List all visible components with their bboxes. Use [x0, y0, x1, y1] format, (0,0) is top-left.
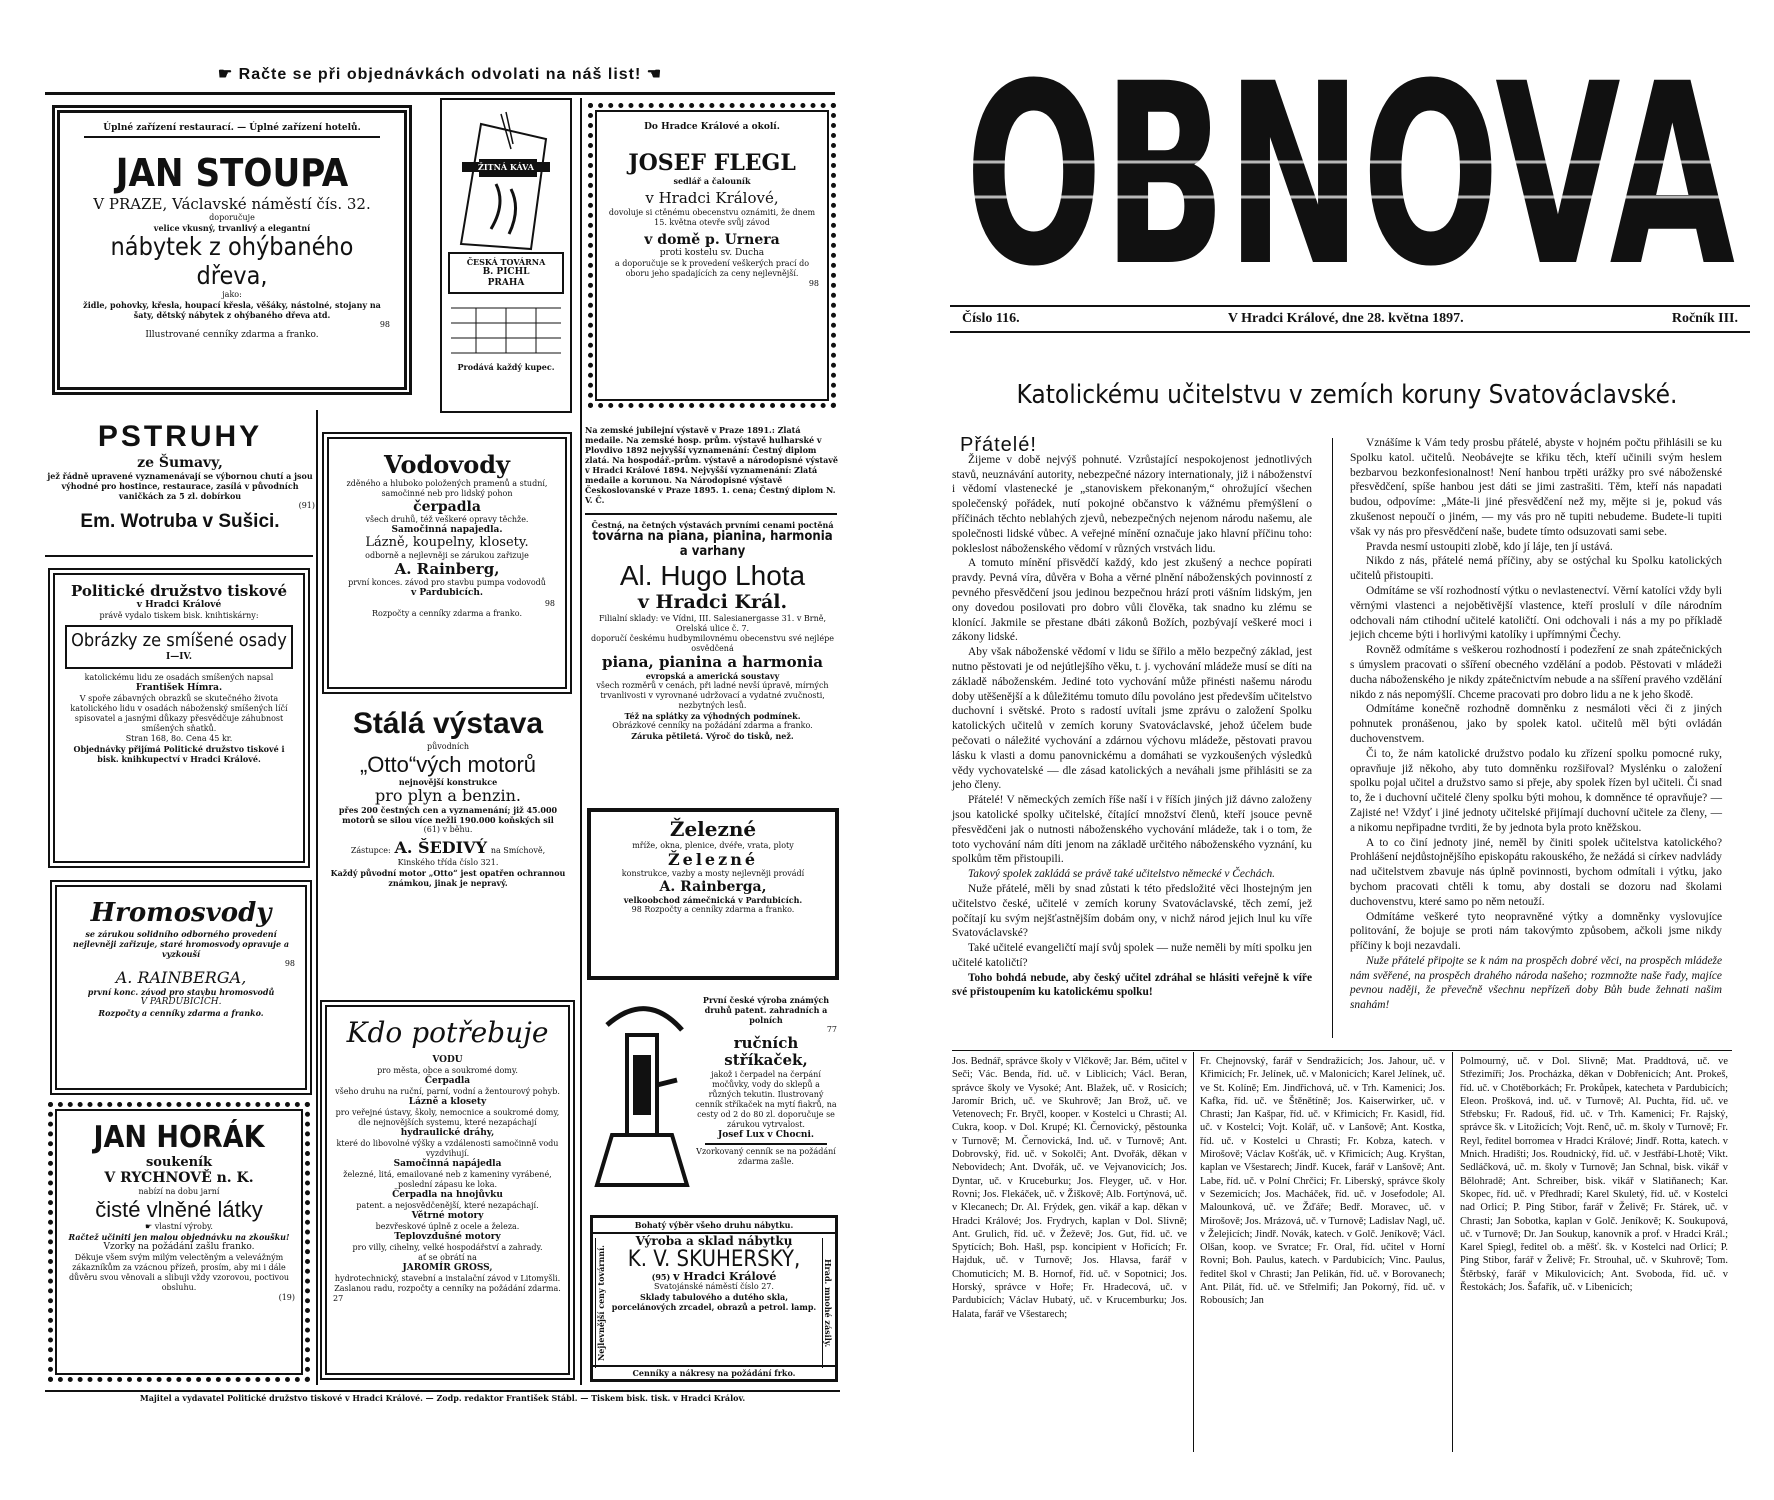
zelezne-items: mříže, okna, plenice, dvéře, vrata, ploty	[632, 841, 794, 850]
article-paragraph: Pravda nesmí ustoupiti zlobě, kdo jí láje, ten jí ustává.	[1366, 540, 1613, 553]
strikacky-footer: Vzorkovaný cenník se na požádání zdarma zašle.	[696, 1146, 836, 1166]
kdo-h5: Samočinná napájedla	[393, 1159, 502, 1170]
article-paragraph: A tomuto mínění přisvědčí každý, kdo jest zkušený a nechce popírati pravdy. Pevná víra, důvěra v Boha a věrné plnění náboženských povinností z pevného přesvědčení jsou jedinou bezpečnou hrází proti vášním lidským, jen ony dovedou posilovati pro dobro vůli člověka, tak snadno ku zlému se klonící. Jakmile se přestane dbáti zákonů Božích, pozbývají veškeré moci i zákony lidské.	[952, 557, 1312, 644]
hromosvody-text1: se zárukou solidního odborného provedení nejlevněji zařizuje, staré hromosvody opravuje a vyzkouší	[73, 928, 289, 959]
flegl-trade: sedlář a čalouník	[673, 176, 751, 187]
vystava-product2: pro plyn a benzin.	[375, 785, 521, 805]
salutation: Přátelé!	[960, 434, 1037, 456]
issue-number: Číslo 116.	[962, 311, 1020, 326]
zelezne-footer: Rozpočty a cenníky zdarma a franko.	[644, 905, 795, 915]
horak-trade: soukeník	[145, 1154, 213, 1170]
ad-druzstvo-tiskove	[48, 568, 310, 868]
lhota-text3: všech rozměrů v cenách, při ladné nevší úpravě, mírných trvanlivosti v vyrovnané udržovací a vydatné zvučnosti, nezbytných lesů.	[596, 681, 829, 711]
kdo-t10: Zaslanou radu, rozpočty a cenníky na požádání zdarma.	[334, 1284, 561, 1294]
horak-town: V RYCHNOVĚ n. K.	[104, 1170, 254, 1187]
kdo-t9: hydrotechnický, stavební a instalační závod v Litomyšli.	[334, 1274, 561, 1284]
flegl-text1: dovoluje si ctěnému obecenstvu oznámiti, že dnem 15. května otevře svůj závod	[608, 207, 816, 227]
stoupa-product: nábytek z ohýbaného dřeva,	[110, 231, 354, 290]
ad-number: (61)	[423, 825, 441, 835]
coffee-package-illustration	[451, 104, 561, 254]
hromosvody-footer: Rozpočty a cenníky zdarma a franko.	[98, 1008, 264, 1019]
zelezne-text2: velkoobchod zámečnická v Pardubicích.	[623, 895, 803, 906]
vodovody-footer: Rozpočty a cenníky zdarma a franko.	[372, 608, 522, 618]
ad-zitna-kava	[440, 98, 572, 413]
kava-title: ŽITNÁ KÁVA	[462, 162, 550, 172]
skuhersky-addr: Svatojánské náměstí číslo 27.	[654, 1282, 774, 1292]
vystava-sub: původních	[426, 741, 470, 751]
vystava-product: „Otto“vých motorů	[359, 751, 537, 777]
strikacky-firm: Josef Lux v Chocni.	[717, 1129, 815, 1140]
flegl-text2: a doporučuje se k provedení veškerých prací do oboru jeho spadajících za ceny nejlevnější.	[614, 258, 810, 278]
ad-number: 98	[808, 278, 819, 288]
skuhersky-header: Bohatý výběr všeho druhu nábytku.	[593, 1218, 835, 1234]
druzstvo-author: František Hímra.	[135, 682, 223, 693]
stoupa-line1: doporučuje	[209, 212, 255, 222]
vystava-firm: A. ŠEDIVÝ	[394, 838, 487, 858]
kdo-h7: Větrné motory	[411, 1211, 484, 1222]
divider	[705, 1143, 827, 1145]
kdo-title: Kdo potřebuje	[346, 1016, 549, 1049]
kdo-t1: pro města, obce a soukromé domy.	[377, 1066, 518, 1076]
ad-number: (91)	[298, 500, 315, 510]
flegl-name: JOSEF FLEGL	[628, 150, 796, 176]
skuhersky-name: K. V. SKUHERSKÝ,	[627, 1247, 801, 1272]
imprint-text: Majitel a vydavatel Politické družstvo tiskové v Hradci Králové. — Zodp. redaktor František Stábl. — Tiskem bisk. tisk. v Hradci Králov.	[139, 1393, 746, 1403]
flegl-town: v Hradci Králové,	[645, 189, 779, 208]
kdo-h9: ať se obrátí na	[418, 1253, 477, 1263]
druzstvo-text2: V spoře zábavných obrazků se skutečného života katolického lidu v osadách náboženský smíšených líčí spisovatel a jasnými důkazy přesvědčuje záhubnost smíšených sňatků.	[70, 693, 288, 733]
hromosvody-text2: první konc. závod pro stavbu hromosvodů	[87, 987, 275, 998]
ad-jan-horak	[48, 1102, 310, 1382]
signatures-column-2: Fr. Chejnovský, farář v Sendražicích; Jos. Jahour, uč. v Křimicích; Fr. Jelínek, uč. v Malonicích; Karel Jelínek, uč. ve St. Kolíně; Em. Jindřichová, uč. v Trh. Kamenici; Jos. Kafka, říd. uč. ve Štěnětíně; Jos. Kaiserwirker, uč. v Chrasti; Jan Kašpar, říd. uč. v Křimicích; Fr. Kasidl, říd. uč. v Kostelci; Vojt. Kolář, uč. v Lanšově; Ant. Kostka, říd. uč. v Kostelci u Chrasti; Fr. Kobza, katech. v Mirošově; Václav Košťák, uč. v Křimicích; Aug. Kryštan, kaplan ve Všestarech; Jindř. Kucek, farář v Lanšově; Ant. Labe, říd. uč. v Polní Chrčici; Fr. Liberský, správce školy v Sezemicích; Jos. Macháček, říd. uč. v Josefodole; Al. Malounková, uč. ve Žďáře; Bedř. Moravec, uč. v Mirošově; Jos. Mrázová, uč. v Turnově; Ladislav Nagl, uč. v Želejicích; Jindř. Novák, katech. v Golč. Jeníkově; Václ. Olšan, koop. ve Svratce; Fr. Oral, říd. učitel v Horní Rovni; Boh. Paulus, katech. v Pardubicích; Vinc. Paulus, ředitel škol v Chrasti; Jan Pelikán, říd. uč. v Borovanech; Ant. Pilát, říd. uč. ve Střelmifi; Jan Pokorný, říd. uč. v Robousích; Jan	[1200, 1056, 1446, 1307]
vystava-text1: nejnovější konstrukce	[398, 776, 498, 787]
stoupa-footer: Illustrované cenníky zdarma a franko.	[145, 330, 319, 341]
masthead	[960, 52, 1740, 292]
vodovody-text4: první konces. závod pro stavbu pumpa vodovodů	[348, 577, 546, 587]
ad-number: 77	[826, 1025, 837, 1034]
kdo-t8: pro villy, cihelny, velké hospodářství a zahrady.	[352, 1243, 543, 1253]
kdo-t5: železné, litá, emailované neb z kameniny vyrábené, poslední zápasu ke loka.	[343, 1170, 552, 1190]
stoupa-address: V PRAZE, Václavské náměstí čís. 32.	[93, 194, 371, 213]
vodovody-items: Lázně, koupelny, klosety.	[365, 534, 529, 550]
ad-number: 27	[333, 1294, 344, 1304]
lhota-name: Al. Hugo Lhota	[619, 559, 806, 591]
pichl-label	[448, 252, 564, 294]
lhota-text5: Obrázkové cenníky na požádání zdarma a franko.	[612, 721, 813, 731]
ad-medals	[585, 425, 840, 510]
pstruhy-text: jež řádně upravené vyznamenávají se výbornou chutí a jsou výhodné pro hostince, restaurace, zasílá v původních vaničkách za 5 zl. dobírkou	[47, 470, 313, 501]
vystava-text2: přes 200 čestných cen a vyznamenání; již 45.000 motorů se silou více nežli 190.000 koňských sil	[338, 805, 558, 826]
druzstvo-text3: Objednávky přijímá Politické družstvo tiskové i bisk. knihkupectví v Hradci Králové.	[73, 743, 285, 764]
horak-text2: vlastní výroby.	[154, 1221, 213, 1231]
kdo-t4: které do libovolné výšky a vzdálenosti samočinně vodu vyzdvihují.	[336, 1139, 559, 1159]
article-paragraph: Nuže přátelé připojte se k nám na prospěch dobré věci, na prospěch mládeže nám svěřené, na prospěch drahého národa našeho; rozmnožte naše řady, majíce pevnou naději, že převečně všechnu nepřízeň doby Bůh bude žehnati našim snahám!	[1350, 954, 1722, 1012]
lhota-header: továrna na piana, pianina, harmonia a varhany	[592, 529, 833, 559]
horak-text5: Děkuje všem svým milým velectěným a velevážným zákazníkům za vzácnou přízeň, prosím, aby mi i dále důvěru svou věnovali a slibuji vždy vzorovou, poctivou obsluhu.	[68, 1252, 290, 1292]
vystava-zastupce: Zástupce:	[350, 846, 391, 856]
book-title-box	[65, 625, 293, 669]
ad-number: (19)	[278, 1292, 295, 1302]
kdo-h2: Čerpadla	[424, 1076, 471, 1087]
ad-jan-stoupa	[52, 105, 412, 395]
skuhersky-side-right: Hrad. mnohé zásily.	[822, 1238, 833, 1368]
pointing-hand-icon: ☛	[145, 1221, 153, 1231]
divider	[84, 136, 380, 138]
zelezne-firm: A. Rainberga,	[659, 879, 767, 896]
horak-text1: nabízí na dobu jarní	[138, 1186, 220, 1196]
top-banner	[160, 66, 720, 88]
divider	[45, 555, 313, 557]
vodovody-town: v Pardubicích.	[410, 587, 484, 598]
skuhersky-town: v Hradci Králové	[673, 1270, 777, 1284]
issue-bar	[950, 305, 1750, 333]
article-column-right	[1350, 436, 1722, 1013]
horak-text3: Račtež učiniti jen malou objednávku na zkoušku!	[68, 1231, 290, 1242]
lhota-product: piana, pianina a harmonia	[601, 652, 823, 671]
pointing-hand-icon: ☛	[217, 66, 234, 83]
lhota-text2: doporučí českému hudbymilovnému obecenstvu své nejlépe osvědčená	[591, 633, 834, 653]
vystava-addr: Kinského třída číslo 321.	[397, 857, 499, 867]
column-rule	[1193, 1052, 1194, 1452]
skuhersky-text: Sklady tabulového a dutého skla, porcelánových zrcadel, obrazů a petrol. lamp.	[611, 1292, 817, 1313]
zelezne-title: Železné	[669, 817, 757, 841]
kava-factory2: B. PICHL	[482, 267, 530, 277]
lhota-town: v Hradci Král.	[637, 591, 788, 614]
article-paragraph: Aby však náboženské vědomí v lidu se šířilo a mělo bezpečný základ, jest nutno pěstovati je od nejútlejšího věku, t. j. vychování mládeže musí se díti na základě náboženském. Jediné toto vychování může přinésti našemu národu doby utěšenější a k důležitému tomuto dílu povoláno jest především učitelstvo duchovní i světské. Proto s radostí uvítali jsme zprávu o založení Spolku katolických učitelů v zemích koruny Svatováclavské, jehož účelem bude pečovati o náležité vychování a zdárnou výchovu mládeže, pěstovati pravou lásku k vlasti a domu panovnickému a domáhati se vyzkoušených výsledků vědy vychovatelské — dle zásad katolických a neváhali jsme přihlásiti se za jeho členy.	[952, 646, 1312, 792]
column-rule	[316, 410, 318, 1385]
kdo-h1: VODU	[432, 1055, 463, 1066]
kdo-firm: JAROMÍR GROSS,	[402, 1263, 493, 1274]
zelezne-text1: konstrukce, vazby a mosty nejlevněji provádí	[621, 869, 805, 879]
vystava-text3: v běhu.	[442, 825, 473, 835]
druzstvo-sub: právě vydalo tiskem bisk. knihtiskárny:	[99, 611, 259, 621]
druzstvo-title: Politické družstvo tiskové	[70, 582, 288, 600]
ad-hromosvody	[50, 880, 312, 1095]
ad-josef-flegl	[588, 103, 836, 408]
kava-factory3: PRAHA	[487, 278, 525, 288]
article-title: Katolickému učitelstvu v zemích koruny Svatováclavské.	[1016, 380, 1678, 410]
kdo-t7: bezvřeskové úplně z ocele a železa.	[375, 1222, 520, 1232]
kdo-h3: Lázně a klosety	[408, 1097, 487, 1108]
vodovody-title: Vodovody	[384, 450, 510, 479]
article-paragraph: Odmítáme se vší rozhodností výtku o nevlastenectví. Věrní katolíci vždy byli věrnými vlastenci a nejobětivější vlastence, kteří proslulí v díle národním odchovali nám ctihodní učitelé katoličtí. Oni odchovali i nás a my po příkladě jejich chceme býti i horlivými katolíky i upřímnými Čechy.	[1350, 584, 1722, 642]
vystava-place: na Smíchově,	[490, 846, 546, 856]
flegl-place2: proti kostelu sv. Ducha	[659, 247, 765, 258]
kdo-h8: Teplovzdušné motory	[394, 1232, 501, 1243]
skuhersky-side-left: Nejlevnější ceny továrnní.	[595, 1238, 606, 1368]
column-rule	[1452, 1052, 1453, 1452]
horak-product: čisté vlněné látky	[95, 1196, 263, 1222]
flegl-place: v domě p. Urnera	[644, 231, 780, 248]
ad-stala-vystava	[322, 705, 574, 1005]
signatures-column-3: Polmourný, uč. v Dol. Slivně; Mat. Praddtová, uč. ve Střezimíři; Jos. Procházka, děkan v Dobřenicích; Ant. Prokeš, říd. uč. v Chotěborkách; Fr. Prokůpek, katecheta v Pardubicích; Eleon. Prošková, ind. uč. v Turnově; Al. Puchta, říd. uč. ve Střebsku; Fr. Radouš, říd. uč. v Trh. Kamenici; Fr. Rajský, správce šk. v Litožicích; Vojt. Renč, uč. m. školy v Turnově; Fr. Reyl, ředitel borromea v Hradci Králové; Jindř. Rotta, katech. v Mnich. Hradišti; Jos. Roudnický, říd. uč. v Jestřábí-Lhotě; Vikt. Sedláčková, uč. m. školy v Turnově; Jan Schnal, bisk. vikář v Bělohradě; Ant. Schreiber, bisk. vikář v Slatiňanech; Kar. Skopec, říd. uč. v Předhradí; Karel Skuletý, říd. uč. v Kostelci nad Orlicí; P. Ping Stibor, farář v Želivě; Fr. Stárek, uč. v Chrasti; Jan Sobotka, kaplan v Golč. Jeníkově; K. Soukupová, uč. v Turnově; Dr. Jan Soukup, kanovník a prof. v Hradci Král.; Karel Spiegl, ředitel ob. a měšť. šk. v Kostelci nad Orlicí; P. Ping Stibor, farář v Želivě; Fr. Strouhal, uč. v Skuhrově; Tom. Štěrbský, farář v Mikulovicích; Ant. Svoboda, říd. uč. v Řestokách; Jos. Šafařík, uč. v Libenicích;	[1460, 1056, 1728, 1294]
ad-number: 98	[284, 958, 295, 968]
article-paragraph: Či to, že nám katolické družstvo podalo ku zřízení spolku pomocné ruky, opravňuje již někoho, aby tuto domněnku rozšiřoval? Myslénku o založení spolku pojal učitel a družstvo samo si přeje, aby spolek řízen byl učiteli. Či snad to, že i duchovní učitelé členy spolku býti mohou, k domněnce té opravňuje? — Zajisté ne! Vždyť i jiné jednoty učitelské přijímají duchovní učitele za členy, — a nikomu nepřipadne tvrditi, že by jednota byla proto kněžskou.	[1350, 747, 1722, 834]
vodovody-firm: A. Rainberg,	[394, 559, 500, 578]
kdo-h6: Čerpadla na hnojůvku	[392, 1190, 503, 1201]
lhota-sub: evropská a americká soustavy	[645, 671, 780, 682]
druzstvo-price: Stran 168, 8o. Cena 45 kr.	[125, 733, 233, 743]
article-paragraph: Nikdo z nás, přátelé nemá příčiny, aby se ostýchal ku Spolku katolických učitelů přistoupiti.	[1350, 555, 1722, 583]
ad-hugo-lhota	[585, 518, 840, 800]
signatures-rule	[952, 1050, 1732, 1051]
skuhersky-title: Výroba a sklad nábytku	[635, 1234, 793, 1248]
price-table-illustration	[446, 298, 566, 358]
issue-volume: Ročník III.	[1671, 311, 1738, 326]
vodovody-pumps: čerpadla	[413, 498, 481, 515]
stoupa-jako: jako:	[222, 290, 242, 300]
stoupa-items: židle, pohovky, křesla, houpací křesla, věšáky, nástolné, stojany na šaty, dětský nábytek z ohýbaného dřeva atd.	[83, 300, 381, 321]
divider	[585, 513, 837, 515]
lhota-text6: Záruka pětiletá. Výroč do tisků, než.	[631, 731, 794, 742]
druzstvo-text1: katolickému lidu ze osadách smíšených napsal	[84, 672, 274, 682]
kdo-t3: pro veřejné ústavy, školy, nemocnice a soukromé domy, dle nejnovějších systemu, které nezapáchají	[335, 1108, 560, 1128]
article-paragraph: Vznášíme k Vám tedy prosbu přátelé, abyste v hojném počtu přihlásili se ku Spolku katol. učitelů. Neobávejte se křiku těch, kteří učinili svým heslem bezbarvou bezkonfesionalnost! Není hanbou trpěti urážky pro své náboženské přesvědčení, spíše hanbou jest dáti se jimi zastrašiti. Těm, kteří nás napadati budou, odpovíme: „Máte-li jiné přesvědčení než my, mějte si je, pokud vás zkušenost nepoučí o jiném, — my vás pro ně tupiti nebudeme. Budete-li tupiti však vy nás pro přesvědčení naše, budete tímto odsuzovati sami sebe.	[1350, 437, 1722, 538]
ad-number: 98	[544, 598, 555, 608]
pstruhy-sub: ze Šumavy,	[137, 454, 223, 471]
newspaper-front-page	[920, 0, 1774, 1500]
kava-bottom: Prodává každý kupec.	[457, 362, 555, 372]
advertisement-page	[0, 0, 880, 1500]
ad-kdo-potrebuje	[320, 1000, 575, 1380]
column-rule	[1332, 438, 1333, 1038]
stoupa-name: JAN STOUPA	[115, 151, 349, 195]
kdo-t6: patent. a nejosvědčenější, které nezapáchají.	[356, 1201, 539, 1211]
ad-zelezne	[587, 808, 839, 980]
medals-text: Na zemské jubilejní výstavě v Praze 1891.: Zlatá medaile. Na zemské hosp. prům. výstavě hulharské v Plovdivo 1892 nejvyšší vyznamenání: Čestný diplom zlatá. Na hospodář.-prům. výstavě a národopisné výstavě v Hradci Králové 1894. Nejvyšší vyznamenání: Zlatá medaile a korunou. Na Národopisné výstavě Českoslovanské v Praze 1895. 1. cena; Čestný diplom N. V. Č.	[585, 425, 839, 505]
kdo-h4: hydraulické dráhy,	[400, 1128, 495, 1139]
strikacky-text1: První české výroba známých druhů patent. zahradních a polních	[702, 995, 830, 1025]
article-column-left	[952, 432, 1312, 1000]
vystava-text4: Každý původní motor „Otto“ jest opatřen ochrannou známkou, jinak je nepravý.	[330, 867, 566, 888]
imprint-footer	[45, 1393, 840, 1409]
pointing-hand-icon: ☚	[646, 66, 663, 83]
stoupa-header: Úplné zařízení restaurací. — Úplné zařízení hotelů.	[103, 123, 361, 133]
horak-text4: Vzorky na požádání zašlu franko.	[103, 1241, 255, 1252]
article-paragraph: Nuže přátelé, měli by snad zůstati k této předsložité věci lhostejným jen učitelstvo české, učitelé v zemích koruny Svatováclavské, těch zemí, jež počítají ku svým nejšťastnějším dobám ony, v nichž národ jejich lnul ku víře Svatováclavské?	[952, 882, 1312, 940]
druzstvo-town: v Hradci Králové	[136, 600, 222, 611]
ad-rucni-strikacky	[587, 995, 839, 1205]
strikacky-text2: jakož i čerpadel na čerpání močůvky, vody do sklepů a různých tekutin. Ilustrovaný cenník stříkaček na mytí fiakrů, na cesty od 2 do 80 zl. doporučuje se zárukou vytrvalost.	[695, 1069, 837, 1129]
article-paragraph: Také učitelé evangeličtí mají svůj spolek — nuže neměli by míti spolku jen učitelé katoličtí?	[952, 942, 1312, 969]
article-paragraph: Rovněž odmítáme s veškerou rozhodností i podezření ze snah zpátečnických s úmyslem pracovati o sšíření obecného vzdělání a podob. Pěstovati v mládeži ducha náboženského je nikdy zpátečnictvím nebude a na sšíření pravého vzdělání nikdo z nás nepomýšlí. Chceme pracovati pro dobro lidu a ne k jeho škodě.	[1350, 644, 1722, 701]
column-rule	[580, 98, 582, 1385]
vystava-title: Stálá výstava	[352, 707, 544, 740]
article-paragraph: Toho bohdá nebude, aby český učitel zdráhal se hlásiti veřejně k víře své přistoupením ku katolickému spolku!	[952, 971, 1312, 999]
article-paragraph: Přátelé! V německých zemích říše naší i v říších jiných již dávno založeny jsou katolické spolky učitelské, čítající množství členů, kteří jsouce pevně přesvědčeni jak o nutnosti náboženského vychování mládeže, tak i o tom, že toto vychování nám díti jenom na základě určitého náboženského vyznání, ku spolkům těm přistoupili.	[952, 794, 1312, 866]
lhota-lead: Čestná, na četných výstavách prvními cenami poctěná	[591, 520, 834, 530]
kava-factory1: ČESKÁ TOVÁRNA	[466, 257, 546, 267]
signatures-column-1: Jos. Bednář, správce školy v Vlčkově; Jar. Bém, učitel v Seči; Vác. Benda, říd. uč. v Liblicích; Václ. Beran, správce školy ve Vysoké; Ant. Blažek, uč. v Rosicích; Jaromír Brich, uč. ve Skuhrově; Jan Brož, uč. ve Vetenovech; Fr. Bryčl, kooper. v Kostelci u Chrasti; Al. Cukra, koop. v Dol. Krupé; Kl. Černovický, pěstounka v Turnově; M. Černovická, Ind. uč. v Turnově; Ant. Dobrovský, říd. uč. v Sokolči; Ant. Dvořák, děkan v Nebovidech; Ant. Dvořák, uč. ve Vejvanovicích; Jos. Dyntar, uč. v Kruceburku; Jos. Fleyger, uč. v Hor. Rovni; Jos. Flekáček, uč. v Žiškově; Alb. Fortýnová, uč. v Klecanech; Dr. Al. Frýdek, gen. vikář a kap. děkan v Hradci Králové; Jos. Frydrych, kaplan v Dol. Slivně; Ant. Grulich, říd. uč. v Žeževě; Jos. Gut, říd. uč. ve Spytících; Boh. Hašl, psp. koncipient v Hořicích; Fr. Hajduk, uč. v Turnově; Jos. Hlavsa, farář v Chomuticích; M. B. Hornof, říd. uč. v Sopotnici; Jos. Horský, správce v Hoře; Fr. Hradecová, uč. v Pardubicích; Václav Hubatý, uč. v Krucemburku; Jos. Halata, farář ve Všestarech;	[952, 1056, 1187, 1320]
druzstvo-part: I—IV.	[166, 651, 192, 662]
article-paragraph: Takový spolek zakládá se právě také učitelstvo německé v Čechách.	[968, 868, 1276, 881]
masthead-title: OBNOVA	[965, 52, 1735, 292]
article-paragraph: Odmítáme veškeré tyto neopravněné výtky a domněnky vyslovujíce politování, že bojuje se proti nám takovýmto způsobem, ačkoli jsme nikdy příčiny k boji nezavdali.	[1350, 910, 1722, 953]
ad-number: (95)	[651, 1272, 671, 1283]
banner-text: Račte se při objednávkách odvolati na náš list!	[238, 66, 642, 83]
pstruhy-title: PSTRUHY	[97, 420, 263, 453]
ad-number: 98	[631, 905, 642, 915]
strikacky-title: ručních stříkaček,	[724, 1034, 808, 1070]
issue-date: V Hradci Králové, dne 28. května 1897.	[1227, 311, 1464, 326]
stoupa-line2: velice vkusný, trvanlivý a elegantní	[153, 222, 311, 233]
vodovody-text1: zděného a hluboko položených pramenů a studní, samočinné neb pro lidský pohon	[346, 478, 548, 498]
article-paragraph: A to co činí jednoty jiné, neměl by činiti spolek učitelstva katolického? Prohlášení nejdůstojnějšího episkopátu rakouského, že nežádá si církev nadvlády nad učitelstvem zbavuje nás úplně povinnosti, bychom odmítali i výtku, jako bychom pracovati chtěli k tomu, aby dostali se dozoru nad školami duchovenstvu, které samo po něm netouží.	[1350, 836, 1722, 908]
zelezne-sub: Železné	[667, 850, 758, 869]
vodovody-text2: všech druhů, též veškeré opravy těchže.	[365, 514, 529, 524]
flegl-header: Do Hradce Králové a okolí.	[644, 122, 780, 132]
vodovody-sub: Samočinná napajedla.	[391, 524, 503, 535]
ad-number: 98	[379, 320, 390, 330]
article-paragraph: Odmítáme konečně rozhodně domněnku z nesmáloti věci či z jiných pohnutek pronášenou, jako by spolek katol. učitelů měl býti ovládán duchovenstvem.	[1350, 703, 1722, 745]
lhota-text4: Též na splátky za výhodných podmínek.	[624, 711, 801, 722]
pump-illustration	[587, 995, 692, 1195]
vodovody-text3: odborně a nejlevněji se zárukou zařizuje	[365, 550, 529, 560]
kdo-t2: všeho druhu na ruční, parní, vodní a žentourový pohyb.	[335, 1087, 560, 1097]
ad-vodovody	[322, 432, 572, 694]
lhota-text1: Filialní sklady: ve Vídni, III. Salesianergasse 31. v Brně, Orelská ulice č. 7.	[598, 613, 827, 633]
article-paragraph: Žijeme v době nejvýš pohnuté. Vzrůstající nespokojenost jednotlivých stavů, neuznávání autority, nebezpečné názory internationaly, již i náboženství i vědomí vlastenecké je „stanoviskem překonaným,“ ohrožující všechen společenský pořádek, nutí pokojné občanstvo k vážnému přemýšlení o příčinách těchto neblahých zjevů, nebezpečných nejenom národu našemu, ale společnosti lidské vůbec. A veřejné mínění označuje jako hlavní příčinu toho: pokleslost náboženského vědomí v různých vrstvách lidu.	[952, 453, 1312, 555]
banner-rule	[45, 92, 835, 95]
horak-name: JAN HORÁK	[93, 1120, 265, 1155]
druzstvo-book: Obrázky ze smíšené osady	[71, 630, 287, 652]
skuhersky-footer: Cenníky a nákresy na požádání frko.	[593, 1365, 835, 1379]
ad-skuhersky	[590, 1215, 838, 1382]
hromosvody-firm: A. RAINBERGA,	[115, 967, 247, 987]
ad-pstruhy	[45, 420, 315, 550]
hromosvody-title: Hromosvody	[90, 898, 272, 928]
hromosvody-town: V PARDUBICÍCH.	[140, 997, 222, 1008]
footer-rule	[45, 1390, 840, 1392]
pstruhy-sender: Em. Wotruba v Sušici.	[80, 510, 280, 532]
